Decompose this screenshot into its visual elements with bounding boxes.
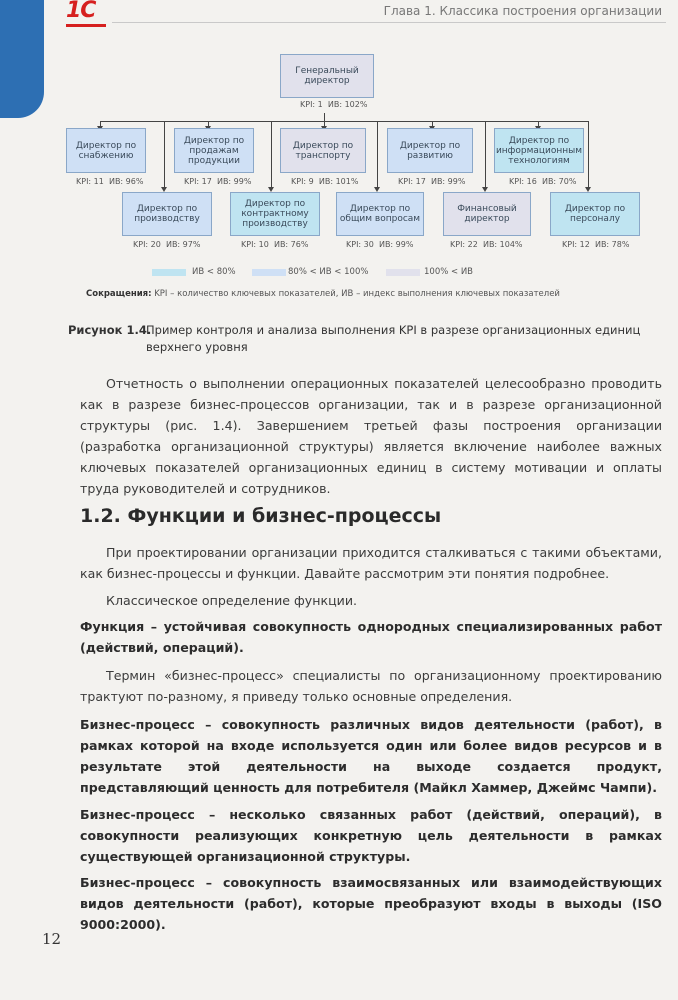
section-heading: 1.2. Функции и бизнес-процессы [80, 505, 442, 527]
org-node: Директор по информационным технологиям [494, 128, 584, 173]
paragraph: Классическое определение функции. [106, 593, 358, 608]
abbreviations-note: Сокращения: KPI – количество ключевых показателей, ИВ – индекс выполнения ключевых показателей [86, 289, 560, 299]
kpi-label: KPI: 11 ИВ: 96% [76, 177, 144, 186]
definition-function: Функция – устойчивая совокупность однородных специализированных работ (действий, операций). [80, 619, 662, 655]
kpi-label: KPI: 30 ИВ: 99% [346, 240, 414, 249]
connector [164, 121, 165, 188]
kpi-label: KPI: 22 ИВ: 104% [450, 240, 523, 249]
org-node: Директор по персоналу [550, 192, 640, 236]
legend-swatch-low [152, 269, 186, 276]
connector [271, 121, 272, 188]
connector [377, 121, 378, 188]
org-node: Директор по снабжению [66, 128, 146, 173]
org-node: Финансовый директор [443, 192, 531, 236]
connector [485, 121, 486, 188]
connector [588, 121, 589, 188]
legend-swatch-high [386, 269, 420, 276]
definition-business-process-2: Бизнес-процесс – несколько связанных работ (действий, операций), в совокупности реализующих конкретную цель деятельности в рамках существующей организационной структуры. [80, 807, 662, 864]
kpi-label: KPI: 20 ИВ: 97% [133, 240, 201, 249]
running-title: Глава 1. Классика построения организации [383, 4, 662, 18]
definition-business-process-3: Бизнес-процесс – совокупность взаимосвязанных или взаимодействующих видов деятельности (работ), которые преобразуют входы в выходы (ISO 9000:2000). [80, 875, 662, 932]
kpi-label-ceo: KPI: 1 ИВ: 102% [300, 100, 368, 109]
figure-caption-text: Пример контроля и анализа выполнения KPI в разрезе организационных единиц верхнего уровня [146, 323, 641, 354]
kpi-label: KPI: 16 ИВ: 70% [509, 177, 577, 186]
figure-label: Рисунок 1.4. [68, 323, 152, 337]
org-node: Директор по производству [122, 192, 212, 236]
header-rule [112, 22, 666, 23]
kpi-label: KPI: 10 ИВ: 76% [241, 240, 309, 249]
legend-label-high: 100% < ИВ [424, 267, 474, 277]
org-chart [60, 52, 640, 312]
kpi-label: KPI: 12 ИВ: 78% [562, 240, 630, 249]
paragraph: При проектировании организации приходится сталкиваться с такими объектами, как бизнес-процессы и функции. Давайте рассмотрим эти понятия подробнее. [80, 545, 662, 581]
legend-swatch-mid [252, 269, 286, 276]
kpi-label: KPI: 17 ИВ: 99% [398, 177, 466, 186]
org-node-ceo: Генеральный директор [280, 54, 374, 98]
paragraph: Термин «бизнес-процесс» специалисты по организационному проектированию трактуют по-разному, я приведу только основные определения. [80, 668, 662, 704]
org-node: Директор по контрактному производству [230, 192, 320, 236]
legend-label-mid: 80% < ИВ < 100% [288, 267, 369, 277]
org-node: Директор по продажам продукции [174, 128, 254, 173]
connector [100, 121, 589, 122]
definition-business-process-1: Бизнес-процесс – совокупность различных видов деятельности (работ), в рамках которой на входе используется один или более видов ресурсов и в результате этой деятельности на выходе создается продукт, представляющий ценность для потребителя (Майкл Хаммер, Джеймс Чампи). [80, 717, 662, 795]
org-node: Директор по транспорту [280, 128, 366, 173]
page-number: 12 [42, 930, 62, 948]
kpi-label: KPI: 9 ИВ: 101% [291, 177, 359, 186]
org-node: Директор по развитию [387, 128, 473, 173]
chapter-tab [0, 0, 44, 118]
1c-logo: 1С [66, 0, 95, 23]
kpi-label: KPI: 17 ИВ: 99% [184, 177, 252, 186]
legend-label-low: ИВ < 80% [192, 267, 236, 277]
paragraph: Отчетность о выполнении операционных показателей целесообразно проводить как в разрезе бизнес-процессов организации, так и в разрезе организационной структуры (рис. 1.4). Завершением третьей фазы построения организации (разработка организационной структуры) является включение наиболее важных ключевых показателей организационных единиц в систему мотивации и оплаты труда руководителей и сотрудников. [80, 376, 662, 496]
org-node: Директор по общим вопросам [336, 192, 424, 236]
